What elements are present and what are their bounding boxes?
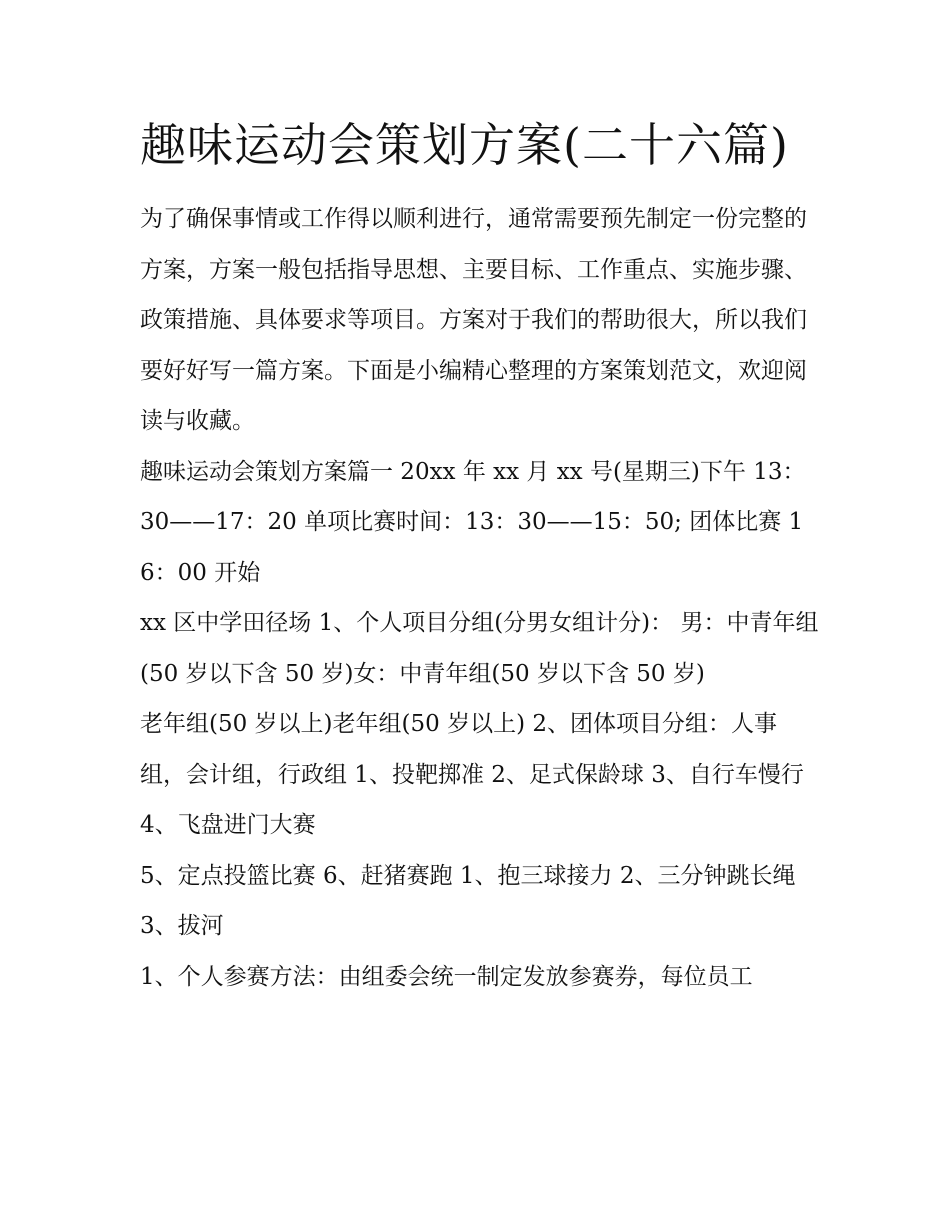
method-paragraph: 1、个人参赛方法：由组委会统一制定发放参赛券，每位员工	[140, 963, 753, 990]
venue-groups-paragraph: xx 区中学田径场 1、个人项目分组(分男女组计分)： 男：中青年组(50 岁以下含 50 岁)女：中青年组(50 岁以下含 50 岁)	[140, 610, 819, 687]
team-groups-paragraph: 老年组(50 岁以上)老年组(50 岁以上) 2、团体项目分组：人事组，会计组，行政组 1、投靶掷准 2、足式保龄球 3、自行车慢行 4、飞盘进门大赛	[140, 711, 804, 838]
schedule-paragraph: 趣味运动会策划方案篇一 20xx 年 xx 月 xx 号(星期三)下午 13：30——17：20 单项比赛时间：13：30——15：50; 团体比赛 16：00 开始	[140, 458, 806, 586]
document-title: 趣味运动会策划方案(二十六篇)	[140, 118, 789, 172]
document-page	[140, 110, 820, 1002]
events-paragraph: 5、定点投篮比赛 6、赶猪赛跑 1、抱三球接力 2、三分钟跳长绳 3、拔河	[140, 862, 796, 939]
intro-paragraph: 为了确保事情或工作得以顺利进行，通常需要预先制定一份完整的方案，方案一般包括指导思想、主要目标、工作重点、实施步骤、政策措施、具体要求等项目。方案对于我们的帮助很大，所以我们要好好写一篇方案。下面是小编精心整理的方案策划范文，欢迎阅读与收藏。	[140, 206, 807, 434]
